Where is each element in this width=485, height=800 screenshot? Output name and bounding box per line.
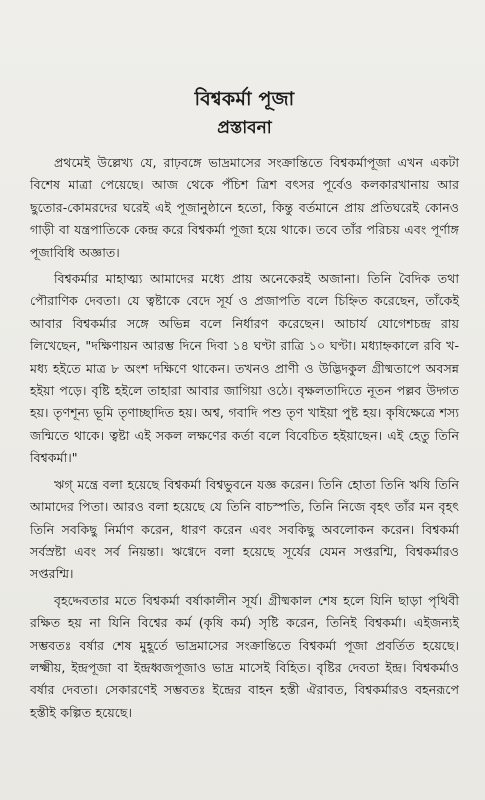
paragraph-mahatmya: বিশ্বকর্মার মাহাত্ম্য আমাদের মধ্যে প্রায় অনেকেরই অজানা। তিনি বৈদিক তথা পৌরাণিক দেবতা। যে ত্বষ্টাকে বেদে সূর্য ও প্রজাপতি বলে চিহ্নিত করেছেন, তাঁকেই আবার বিশ্বকর্মার সঙ্গে অভিন্ন বলে নির্ধারণ করেছেন। আচার্য যোগেশচন্দ্র রায় লিখেছেন, "দক্ষিণায়ন আরম্ভ দিনে দিবা ১৪ ঘণ্টা রাত্রি ১০ ঘণ্টা। মধ্যাহ্নকালে রবি খ-মধ্য হইতে মাত্র ৮ অংশ দক্ষিণে থাকেন। তখনও প্রাণী ও উদ্ভিদকুল গ্রীষ্মতাপে অবসন্ন হইয়া পড়ে। বৃষ্টি হইলে তাহারা আবার জাগিয়া ওঠে। বৃক্ষলতাদিতে নূতন পল্লব উদ্গত হয়। তৃণশূন্য ভূমি তৃণাচ্ছাদিত হয়। অশ্ব, গবাদি পশু তৃণ খাইয়া পুষ্ট হয়। কৃষিক্ষেত্রে শস্য জন্মিতে থাকে। ত্বষ্টা এই সকল লক্ষণের কর্তা বলে বিবেচিত হইয়াছেন। এই হেতু তিনি বিশ্বকর্মা।" [30,271,459,466]
paragraph-intro: প্রথমেই উল্লেখ্য যে, রাঢ়বঙ্গে ভাদ্রমাসের সংক্রান্তিতে বিশ্বকর্মাপূজা এখন একটা বিশেষ মাত্রা পেয়েছে। আজ থেকে পঁচিশ ত্রিশ বৎসর পূর্বেও কলকারখানায় আর ছুতোর-কোমরদের ঘরেই এই পূজানুষ্ঠানে হতো, কিন্তু বর্তমানে প্রায় প্রতিঘরেই কোনও গাড়ী বা যন্ত্রপাতিকে কেন্দ্র করে বিশ্বকর্মা পূজা হয়ে থাকে। তবে তাঁর পরিচয় এবং পূর্ণাঙ্গ পূজাবিধি অজ্ঞাত। [30,155,459,260]
paragraph-rigveda: ঋগ্ মন্ত্রে বলা হয়েছে বিশ্বকর্মা বিশ্বভুবনে যজ্ঞ করেন। তিনি হোতা তিনি ঋষি তিনি আমাদের পিতা। আরও বলা হয়েছে যে তিনি বাচস্পতি, তিনি নিজে বৃহৎ তাঁর মন বৃহৎ তিনি সবকিছু নির্মাণ করেন, ধারণ করেন এবং সবকিছু অবলোকন করেন। বিশ্বকর্মা সর্বস্রষ্টা এবং সর্ব নিয়ন্তা। ঋগ্বেদে বলা হয়েছে সূর্যের যেমন সপ্তরশ্মি, বিশ্বকর্মারও সপ্তরশ্মি। [30,476,459,582]
section-heading: প্রস্তাবনা [217,118,272,138]
paragraph-brihaddevata: বৃহদ্দেবতার মতে বিশ্বকর্মা বর্ষাকালীন সূর্য। গ্রীষ্মকাল শেষ হলে যিনি ছাড়া পৃথিবী রক্ষিত হয় না যিনি বিশ্বের কর্ম (কৃষি কর্ম) সৃষ্টি করেন, তিনিই বিশ্বকর্মা। এইজন্যই সম্ভবতঃ বর্ষার শেষ মুহূর্তে ভাদ্রমাসের সংক্রান্তিতে বিশ্বকর্মা পূজা প্রবর্তিত হয়েছে। লক্ষ্মীয়, ইন্দ্রপূজা বা ইন্দ্রধ্বজপূজাও ভাদ্র মাসেই বিহিত। বৃষ্টির দেবতা ইন্দ্র। বিশ্বকর্মাও বর্ষার দেবতা। সেকারণেই সম্ভবতঃ ইন্দ্রের বাহন হস্তী ঐরাবত, বিশ্বকর্মারও বহনরূপে হস্তীই কল্পিত হয়েছে। [30,592,459,720]
page-title: বিশ্বকর্মা পূজা [194,88,295,110]
